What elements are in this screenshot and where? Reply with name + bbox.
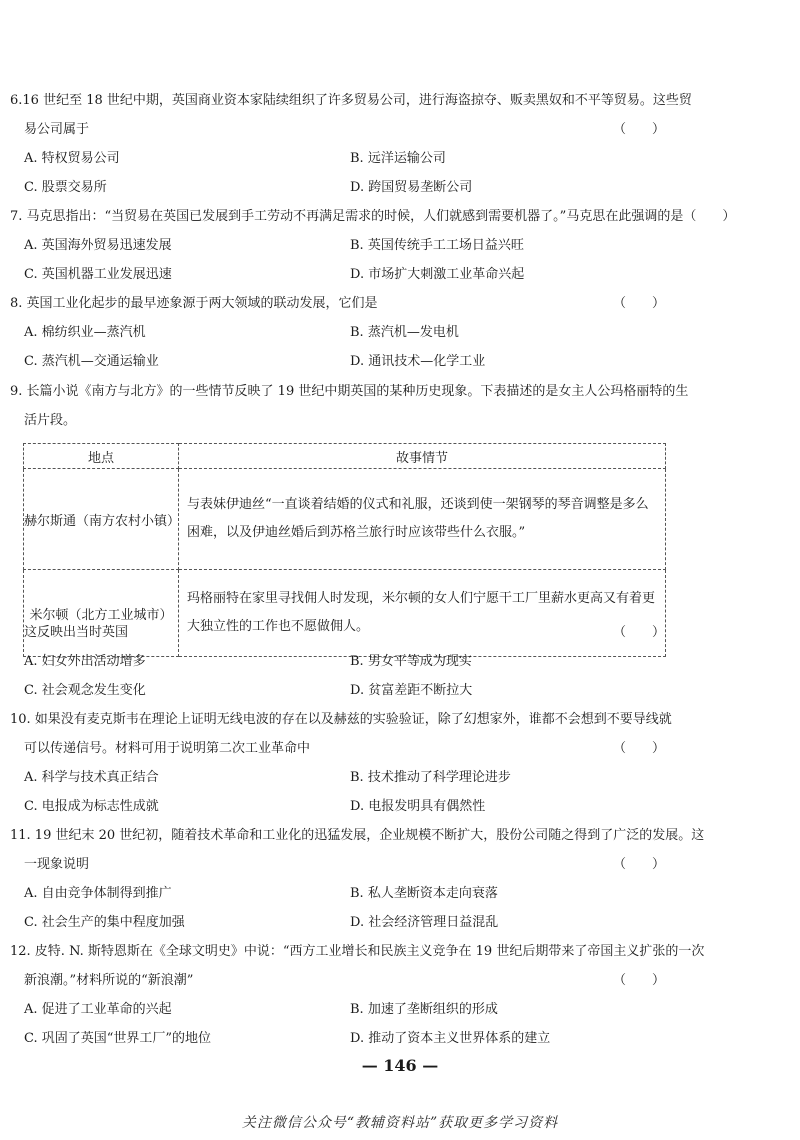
question-6-stem-line-1: 6.16 世纪至 18 世纪中期，英国商业资本家陆续组织了许多贸易公司，进行海盗掠夺、贩卖黑奴和不平等贸易。这些贸 [10,93,692,108]
question-12-option-a: A. 促进了工业革命的兴起 [24,1002,172,1017]
question-8-stem-text: 8. 英国工业化起步的最早迹象源于两大领域的联动发展，它们是 [10,296,378,311]
question-11-option-d: D. 社会经济管理日益混乱 [350,915,499,930]
question-8-option-d: D. 通讯技术—化学工业 [350,354,486,369]
question-6-option-a: A. 特权贸易公司 [24,151,120,166]
question-11-option-b: B. 私人垄断资本走向衰落 [350,886,498,901]
question-6-option-d: D. 跨国贸易垄断公司 [350,180,473,195]
question-6-answer-bracket: （ ） [612,122,665,137]
question-11-stem-line-1: 11. 19 世纪末 20 世纪初，随着技术革命和工业化的迅猛发展，企业规模不断扩大，股份公司随之得到了广泛的发展。这 [10,828,705,843]
question-11-stem-line-2 [24,856,665,874]
question-7-option-b: B. 英国传统手工工场日益兴旺 [350,238,524,253]
question-6-option-c: C. 股票交易所 [24,180,107,195]
question-10-stem-line-1: 10. 如果没有麦克斯韦在理论上证明无线电波的存在以及赫兹的实验验证，除了幻想家外，谁都不会想到不要导线就 [10,712,672,727]
question-7-option-a: A. 英国海外贸易迅速发展 [24,238,172,253]
question-12-stem-text: 新浪潮。”材料所说的“新浪潮” [24,973,194,988]
story-table-header-plot: 故事情节 [179,444,666,469]
question-11-option-a: A. 自由竞争体制得到推广 [24,886,172,901]
question-10-answer-bracket: （ ） [612,741,665,756]
question-8-stem-line-1 [10,295,665,313]
question-9-option-c: C. 社会观念发生变化 [24,683,146,698]
question-12-answer-bracket: （ ） [612,973,665,988]
question-6-stem-line-2 [24,121,665,139]
question-10-option-d: D. 电报发明具有偶然性 [350,799,486,814]
question-9-stem-after-table [24,624,665,642]
question-11-answer-bracket: （ ） [612,857,665,872]
story-table-place-cell: 赫尔斯通（南方农村小镇） [24,469,179,570]
question-7-option-d: D. 市场扩大刺激工业革命兴起 [350,267,525,282]
table-row [24,570,666,657]
question-8-option-c: C. 蒸汽机—交通运输业 [24,354,159,369]
question-9-after-text: 这反映出当时英国 [24,625,129,640]
question-7-stem-line-1: 7. 马克思指出：“当贸易在英国已发展到手工劳动不再满足需求的时候，人们就感到需要机器了。”马克思在此强调的是（ ） [10,209,736,224]
question-8-option-b: B. 蒸汽机—发电机 [350,325,459,340]
story-table-header-place: 地点 [24,444,179,469]
question-12-option-d: D. 推动了资本主义世界体系的建立 [350,1031,551,1046]
page-number: — 146 — [361,1056,439,1075]
question-12-option-b: B. 加速了垄断组织的形成 [350,1002,498,1017]
question-10-stem-line-2 [24,740,665,758]
story-table-header-row [24,444,666,469]
footer-promo-text: 关注微信公众号“教辅资料站”获取更多学习资料 [241,1115,559,1131]
question-9-answer-bracket: （ ） [612,625,665,640]
question-9-option-d: D. 贫富差距不断拉大 [350,683,473,698]
question-8-option-a: A. 棉纺织业—蒸汽机 [24,325,146,340]
question-11-stem-text: 一现象说明 [24,857,90,872]
story-table-plot-cell: 玛格丽特在家里寻找佣人时发现，米尔顿的女人们宁愿干工厂里薪水更高又有着更大独立性的工作也不愿做佣人。 [179,570,666,657]
question-6-stem-text: 易公司属于 [24,122,90,137]
question-12-stem-line-2 [24,972,665,990]
question-12-stem-line-1: 12. 皮特. N. 斯特恩斯在《全球文明史》中说：“西方工业增长和民族主义竞争在 19 世纪后期带来了帝国主义扩张的一次 [10,944,705,959]
question-9-option-a: A. 妇女外出活动增多 [24,654,146,669]
story-table-place-cell: 米尔顿（北方工业城市） [24,570,179,657]
table-row [24,469,666,570]
question-8-answer-bracket: （ ） [612,296,665,311]
story-table-plot-cell: 与表妹伊迪丝“一直谈着结婚的仪式和礼服，还谈到使一架钢琴的琴音调整是多么困难，以及伊迪丝婚后到苏格兰旅行时应该带些什么衣服。” [179,469,666,570]
question-9-stem-line-1: 9. 长篇小说《南方与北方》的一些情节反映了 19 世纪中期英国的某种历史现象。下表描述的是女主人公玛格丽特的生 [10,384,689,399]
question-10-option-b: B. 技术推动了科学理论进步 [350,770,511,785]
question-7-option-c: C. 英国机器工业发展迅速 [24,267,172,282]
question-9-stem-line-2: 活片段。 [24,413,77,428]
question-10-stem-text: 可以传递信号。材料可用于说明第二次工业革命中 [24,741,311,756]
question-11-option-c: C. 社会生产的集中程度加强 [24,915,185,930]
question-12-option-c: C. 巩固了英国“世界工厂”的地位 [24,1031,212,1046]
question-9-option-b: B. 男女平等成为现实 [350,654,472,669]
question-10-option-a: A. 科学与技术真正结合 [24,770,159,785]
question-10-option-c: C. 电报成为标志性成就 [24,799,159,814]
question-6-option-b: B. 远洋运输公司 [350,151,446,166]
